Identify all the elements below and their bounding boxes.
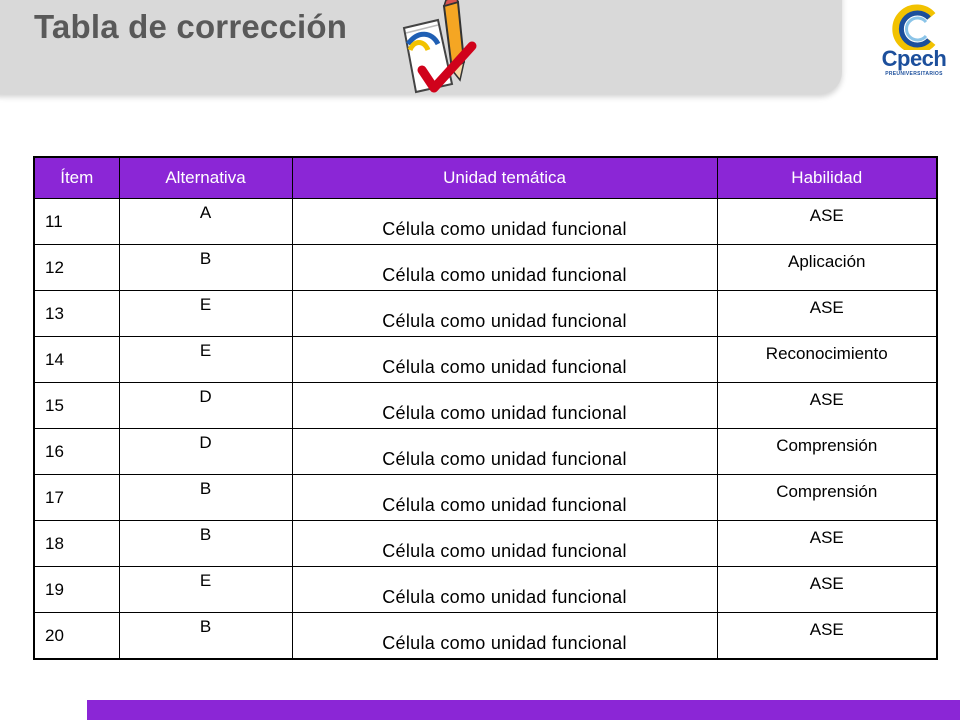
cell-unidad: Célula como unidad funcional bbox=[292, 199, 717, 245]
logo-tagline: PREUNIVERSITARIOS bbox=[885, 71, 943, 77]
cell-alternativa: E bbox=[119, 567, 292, 613]
cell-item: 18 bbox=[34, 521, 119, 567]
cell-unidad: Célula como unidad funcional bbox=[292, 291, 717, 337]
cell-item: 15 bbox=[34, 383, 119, 429]
header-item: Ítem bbox=[34, 157, 119, 199]
table-row bbox=[34, 199, 937, 245]
cell-item: 12 bbox=[34, 245, 119, 291]
cell-item: 17 bbox=[34, 475, 119, 521]
table-row bbox=[34, 245, 937, 291]
cell-alternativa: B bbox=[119, 521, 292, 567]
table-row bbox=[34, 521, 937, 567]
cell-unidad: Célula como unidad funcional bbox=[292, 429, 717, 475]
cpech-logo bbox=[874, 4, 954, 94]
header-alternativa: Alternativa bbox=[119, 157, 292, 199]
cell-habilidad: ASE bbox=[717, 199, 937, 245]
cell-habilidad: ASE bbox=[717, 291, 937, 337]
cell-alternativa: B bbox=[119, 245, 292, 291]
cell-habilidad: ASE bbox=[717, 521, 937, 567]
cell-unidad: Célula como unidad funcional bbox=[292, 337, 717, 383]
cell-habilidad: Aplicación bbox=[717, 245, 937, 291]
cell-item: 11 bbox=[34, 199, 119, 245]
logo-text: Cpech bbox=[881, 46, 947, 71]
cell-habilidad: Comprensión bbox=[717, 475, 937, 521]
table-row bbox=[34, 337, 937, 383]
cell-unidad: Célula como unidad funcional bbox=[292, 245, 717, 291]
table-row bbox=[34, 383, 937, 429]
cell-item: 16 bbox=[34, 429, 119, 475]
cell-unidad: Célula como unidad funcional bbox=[292, 613, 717, 660]
cell-alternativa: E bbox=[119, 337, 292, 383]
footer-bar bbox=[87, 700, 960, 720]
table-header-row bbox=[34, 157, 937, 199]
cell-alternativa: B bbox=[119, 475, 292, 521]
cell-habilidad: ASE bbox=[717, 383, 937, 429]
cell-habilidad: ASE bbox=[717, 613, 937, 660]
cell-alternativa: E bbox=[119, 291, 292, 337]
cell-unidad: Célula como unidad funcional bbox=[292, 383, 717, 429]
cell-unidad: Célula como unidad funcional bbox=[292, 475, 717, 521]
cell-alternativa: A bbox=[119, 199, 292, 245]
cell-habilidad: ASE bbox=[717, 567, 937, 613]
page-title: Tabla de corrección bbox=[34, 8, 348, 45]
cell-habilidad: Comprensión bbox=[717, 429, 937, 475]
cell-item: 13 bbox=[34, 291, 119, 337]
answer-table bbox=[33, 156, 938, 660]
cell-item: 20 bbox=[34, 613, 119, 660]
table-row bbox=[34, 429, 937, 475]
cell-unidad: Célula como unidad funcional bbox=[292, 567, 717, 613]
table-row bbox=[34, 475, 937, 521]
cell-unidad: Célula como unidad funcional bbox=[292, 521, 717, 567]
header-habilidad: Habilidad bbox=[717, 157, 937, 199]
cell-habilidad: Reconocimiento bbox=[717, 337, 937, 383]
cell-alternativa: B bbox=[119, 613, 292, 660]
cell-alternativa: D bbox=[119, 383, 292, 429]
cell-item: 19 bbox=[34, 567, 119, 613]
table-row bbox=[34, 291, 937, 337]
header-unidad: Unidad temática bbox=[292, 157, 717, 199]
cpech-emblem-icon bbox=[874, 4, 954, 50]
table-row bbox=[34, 613, 937, 660]
cell-alternativa: D bbox=[119, 429, 292, 475]
pencil-checklist-icon bbox=[394, 0, 480, 104]
table-row bbox=[34, 567, 937, 613]
cell-item: 14 bbox=[34, 337, 119, 383]
